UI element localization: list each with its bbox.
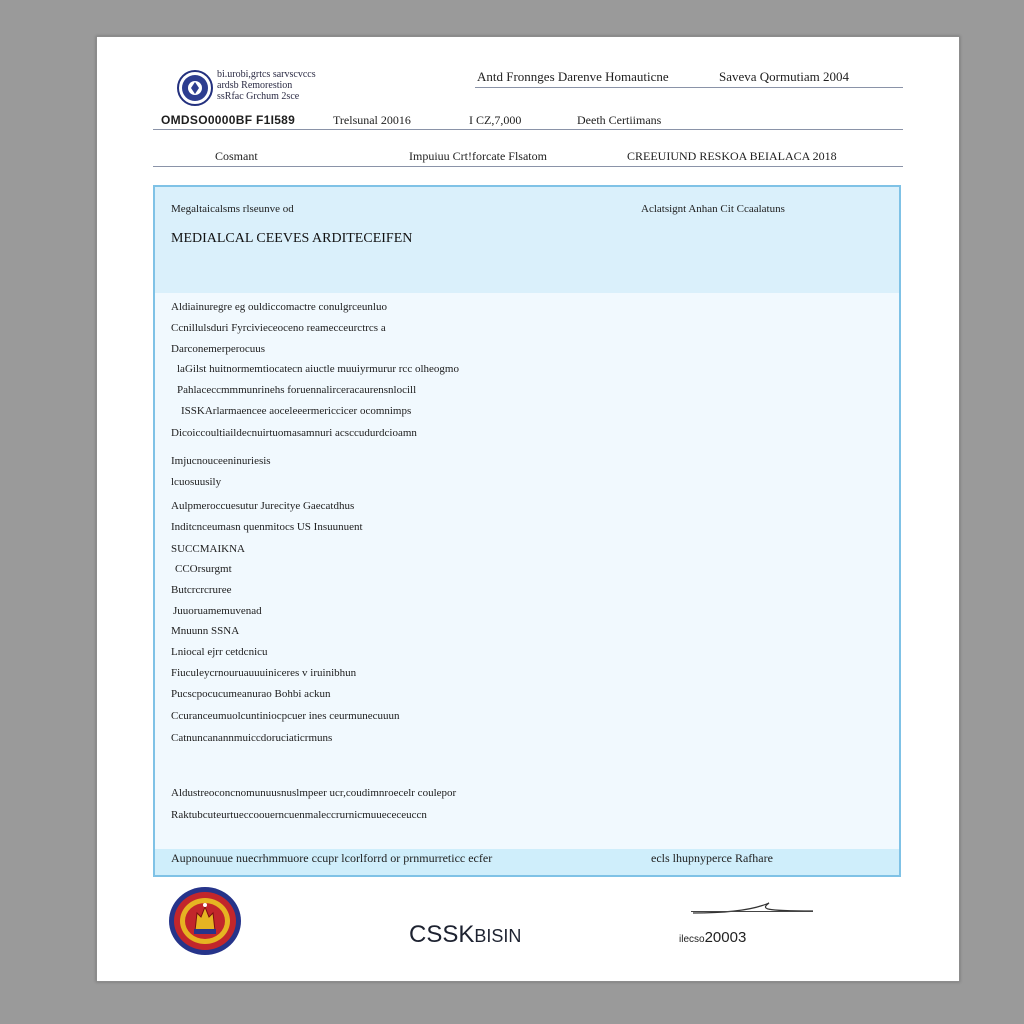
header-label-center: Impuiuu Crt!forcate Flsatom [409,149,547,163]
signature-icon [691,897,815,917]
body-text-line: Pucscpocucumeanurao Bohbi ackun [171,688,331,700]
body-text-line: Darconemerperocuus [171,343,266,355]
certificate-number [679,929,746,947]
body-text-line: Inditcnceumasn quenmitocs US Insuunuent [171,521,363,533]
brand-prefix: CSSK [409,921,475,948]
certificate-page [96,36,960,982]
certificate-id: OMDSO0000BF F1I589 [161,113,296,127]
body-text-line: Lniocal ejrr cetdcnicu [171,646,268,658]
body-text-line: Imjucnouceeninuriesis [171,455,271,467]
body-text-line: Raktubcuteurtueccoouerncuenmaleccrurnicmuuececeuccn [171,809,427,821]
header-label-left: Cosmant [215,149,258,163]
brand-suffix: BISIN [474,926,522,946]
body-text-line: Aulpmeroccuesutur Jurecitye Gaecatdhus [171,500,355,512]
body-text-line: Ccnillulsduri Fyrcivieceoceno reamecceurctrcs a [171,322,386,334]
panel-heading: MEDIALCAL CEEVES ARDITECEIFEN [171,231,413,246]
issuer-brand [409,921,521,949]
signature-line [691,911,813,912]
header-subtitle: Saveva Qormutiam 2004 [719,69,849,84]
body-text-line: Mnuunn SSNA [171,625,240,637]
body-text-line: CCOrsurgmt [175,563,232,575]
certificate-body-panel [153,185,901,877]
body-text-line: ISSKArlarmaencee aoceleeermericcicer ocomnimps [181,405,412,417]
certificate-type: Deeth Certiimans [577,113,662,127]
body-text-line: laGilst huitnormemtiocatecn aiuctle muuiyrmurur rcc olheogmo [177,363,459,375]
panel-footer-right: ecls lhupnyperce Rafhare [651,851,773,865]
header-divider [153,166,903,167]
agency-seal-icon [177,70,213,106]
body-text-line: Fiuculeycrnouruauuuiniceres v iruinibhun [171,667,357,679]
agency-line: ssRfac Grchum 2sce [217,91,300,102]
body-text-line: Pahlaceccmmmunrinehs foruennalirceracaurensnlocill [177,384,417,396]
header-label-right: CREEUIUND RESKOA BEIALACA 2018 [627,149,837,163]
panel-caption-right: Aclatsignt Anhan Cit Ccaalatuns [641,203,785,215]
number-value: 20003 [704,929,747,946]
body-text-line: Butcrcrcruree [171,584,232,596]
body-text-line: Aldiainuregre eg ouldiccomactre conulgrceunluo [171,301,387,313]
panel-caption-left: Megaltaicalsms rlseunve od [171,203,294,215]
body-text-line: lcuosuusily [171,476,222,488]
body-text-line: Ccuranceumuolcuntiniocpcuer ines ceurmunecuuun [171,710,400,722]
issued-field: Trelsunal 20016 [333,113,411,127]
official-seal-icon [167,885,243,957]
agency-line: bi.urobi,grtcs sarvscvccs [217,69,316,80]
body-text-line: SUCCMAIKNA [171,543,245,555]
body-text-line: Aldustreoconcnomunuusnuslmpeer ucr,coudimnroecelr coulepor [171,787,457,799]
panel-footer-left: Aupnounuue nuecrhmmuore ccupr lcorlforrd or prnmurreticc ecfer [171,851,493,865]
header-title: Antd Fronnges Darenve Homauticne [477,69,669,84]
body-text-line: Juuoruamemuvenad [173,605,262,617]
body-text-line: Catnuncanannmuiccdoruciaticrmuns [171,732,333,744]
header-divider [153,129,903,130]
number-prefix: ilecso [679,934,705,945]
body-text-line: Dicoiccoultiaildecnuirtuomasamnuri acsccudurdcioamn [171,427,417,439]
code-field: I CZ,7,000 [469,113,522,127]
agency-name [217,69,316,102]
header-divider [475,87,903,88]
agency-line: ardsb Remorestion [217,80,293,91]
